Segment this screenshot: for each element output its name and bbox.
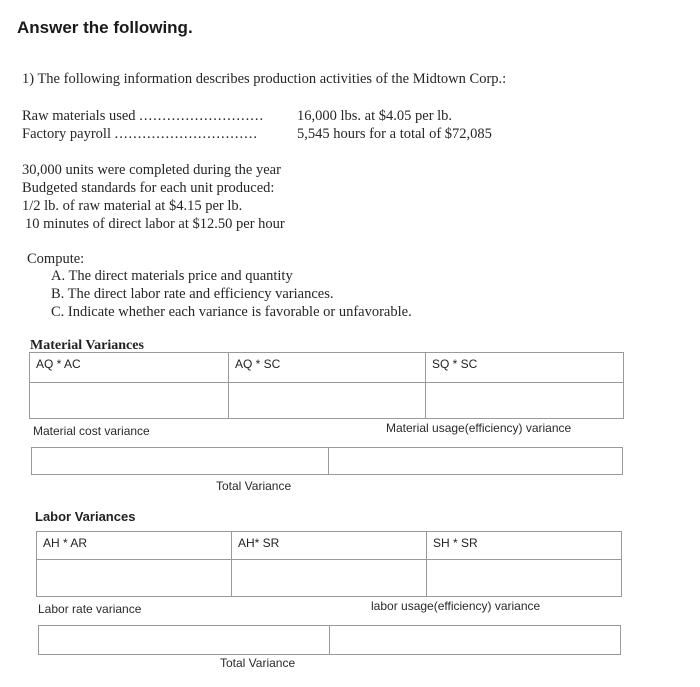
compute-item-a: A. The direct materials price and quantity xyxy=(51,268,293,284)
labor-usage-variance-label: labor usage(efficiency) variance xyxy=(371,599,541,613)
labor-ah-ar-input[interactable] xyxy=(37,560,232,597)
compute-item-b: B. The direct labor rate and efficiency variances. xyxy=(51,286,334,302)
compute-label: Compute: xyxy=(27,251,85,267)
labor-col-ah-sr: AH* SR xyxy=(232,532,427,560)
material-sq-sc-input[interactable] xyxy=(426,383,624,419)
standards-line: Budgeted standards for each unit produced: xyxy=(22,180,275,196)
raw-materials-label xyxy=(22,108,264,125)
labor-total-variance-label: Total Variance xyxy=(220,656,296,670)
labor-usage-variance-input[interactable] xyxy=(329,625,621,655)
payroll-label-text: Factory payroll xyxy=(22,126,111,142)
labor-col-sh-sr: SH * SR xyxy=(427,532,622,560)
payroll-label xyxy=(22,126,258,143)
material-col-sq-sc: SQ * SC xyxy=(426,353,624,383)
labor-rate-variance-input[interactable] xyxy=(38,625,331,655)
material-col-aq-sc: AQ * SC xyxy=(229,353,426,383)
labor-standard: 10 minutes of direct labor at $12.50 per hour xyxy=(25,216,285,232)
raw-materials-label-text: Raw materials used xyxy=(22,108,136,124)
compute-item-c: C. Indicate whether each variance is favorable or unfavorable. xyxy=(51,304,412,320)
material-col-aq-ac: AQ * AC xyxy=(30,353,229,383)
material-total-variance-label: Total Variance xyxy=(216,479,292,493)
page-header: Answer the following. xyxy=(17,18,193,37)
leader-dots: ........................... xyxy=(139,108,265,124)
payroll-value: 5,545 hours for a total of $72,085 xyxy=(297,126,492,142)
material-aq-sc-input[interactable] xyxy=(229,383,426,419)
labor-col-ah-ar: AH * AR xyxy=(37,532,232,560)
labor-rate-variance-label: Labor rate variance xyxy=(38,602,142,616)
labor-ah-sr-input[interactable] xyxy=(232,560,427,597)
material-variances-title: Material Variances xyxy=(30,338,144,353)
labor-variance-table xyxy=(36,531,622,597)
material-usage-variance-label: Material usage(efficiency) variance xyxy=(386,421,572,435)
material-cost-variance-input[interactable] xyxy=(31,447,330,475)
raw-materials-value: 16,000 lbs. at $4.05 per lb. xyxy=(297,108,453,124)
labor-variances-title: Labor Variances xyxy=(35,509,136,524)
material-variance-table xyxy=(29,352,624,419)
material-standard: 1/2 lb. of raw material at $4.15 per lb. xyxy=(22,198,243,214)
labor-sh-sr-input[interactable] xyxy=(427,560,622,597)
leader-dots: ............................... xyxy=(114,126,258,142)
material-cost-variance-label: Material cost variance xyxy=(33,424,150,438)
material-usage-variance-input[interactable] xyxy=(328,447,623,475)
material-aq-ac-input[interactable] xyxy=(30,383,229,419)
question-intro: 1) The following information describes production activities of the Midtown Corp.: xyxy=(22,71,507,87)
units-line: 30,000 units were completed during the year xyxy=(22,162,281,178)
